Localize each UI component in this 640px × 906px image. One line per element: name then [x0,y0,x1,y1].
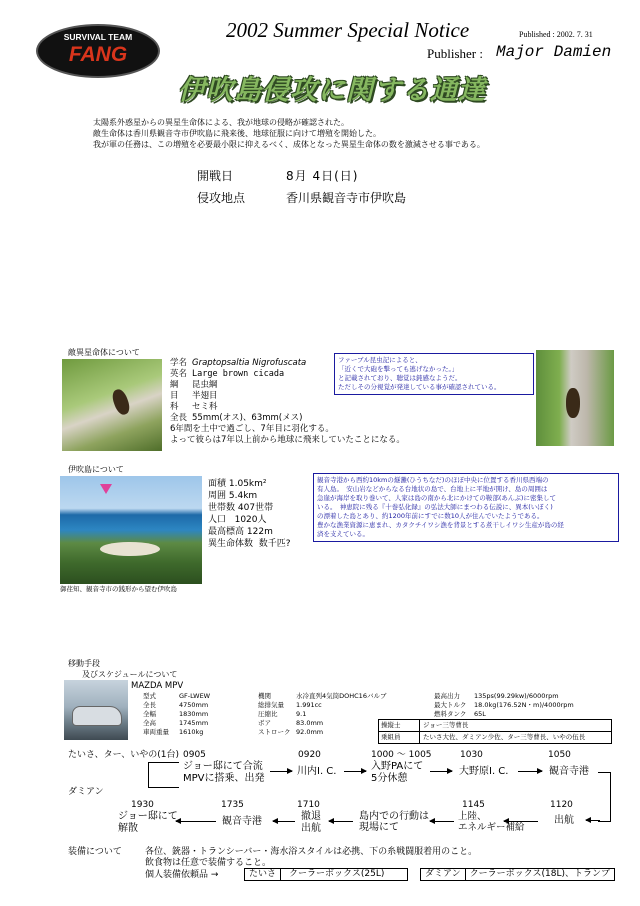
spec-value: 半翅目 [192,391,218,401]
main-title: 伊吹島侵攻に関する通達 [178,75,486,106]
flow-arrow [176,821,216,822]
car-model: MAZDA MPV [131,681,184,691]
stat-value: 5.4km [228,491,258,501]
fabre-line: ファーブル昆虫記によると、 [338,356,422,364]
desc-line: 豊かな漁業資源に恵まれ、カタクチイワシ漁を背景とする煮干しイワシ生産が島の経 [317,521,564,529]
flow-arrow [329,821,353,822]
spec-value: GF-LWEW [179,692,211,700]
crew-names: たいさ大佐、ダミアン少佐、ター三等曹長、いやの伍長 [423,733,586,741]
spec-value: 昆虫綱 [192,380,218,390]
stat-label: 最高標高 [208,527,245,537]
spec-value: 4750mm [179,701,209,709]
flow-arrow [430,821,454,822]
spec-key: 機関 [258,692,271,700]
spec-key: 全高 [143,719,156,727]
intro-line: 敵生命体は香川県観音寺市伊吹島に飛来後、地球征服に向けて増殖を開始した。 [93,129,381,138]
desc-line: 有人島。 安山岩などからなる台地状の島で、台地上に平地が開け、島の周囲は [317,485,548,493]
equipment-owner: ダミアン [421,869,466,880]
schedule-step: 島内での行動は 現場にて [359,811,429,833]
equipment-heading: 装備について [68,847,122,857]
crew-role: 乗組員 [379,732,420,743]
schedule-step: 川内I. C. [297,766,337,777]
island-description [313,473,619,542]
personal-equipment-label: 個人装備依頼品 → [145,870,219,880]
stat-value: 1020人 [234,515,267,525]
stat-label: 面積 [208,479,227,489]
equipment-box-1 [244,868,408,881]
battle-date-label: 開戦日 [197,169,234,183]
equipment-line1: 各位、銃器・トランシーバー・海水浴スタイルは必携、下の糸戦闘服着用のこと。 [145,847,478,857]
crew-table [378,719,612,744]
stat-label: 周囲 [208,491,227,501]
spec-key: 科 [170,402,179,412]
spec-value: セミ科 [192,402,218,412]
schedule-step: 撤退 出航 [301,811,321,834]
island-photo [60,476,202,584]
spec-key: 最大トルク [434,701,467,709]
intro-line: 我が軍の任務は、この増殖を必要最小限に抑えるべく、成体となった異星生命体の数を激減させる事である。 [93,140,485,149]
stat-value: 数千匹? [258,539,291,549]
schedule-time: 1930 [131,800,154,810]
schedule-time: 1000 〜 1005 [371,750,432,760]
schedule-time: 1735 [221,800,244,810]
equipment-item: クーラーボックス(18L)、トランプ [469,869,611,879]
group-label-2: ダミアン [68,787,104,797]
flow-arrow [518,771,542,772]
spec-key: 総排気量 [258,701,284,709]
intro-line: 太陽系外惑星からの異星生命体による、我が地球の侵略が確認された。 [93,118,349,127]
schedule-time: 1030 [460,750,483,760]
spec-key: ボア [258,719,271,727]
crew-role: 操縦士 [379,720,420,731]
spec-key: 全長 [170,413,188,423]
logo-line1: SURVIVAL TEAM [63,32,133,42]
schedule-step: ジョー邸にて 解散 [118,811,178,834]
desc-line: 観音寺港から西約10kmの燧灘(ひうちなだ)のほぼ中央に位置する香川県西端の [317,476,549,484]
spec-value: 1610kg [179,728,204,736]
cicada-on-tree-photo [536,350,614,446]
publisher-name: Major Damien [496,43,612,61]
schedule-step: 観音寺港 [549,766,589,777]
stat-label: 人口 [208,515,227,525]
equipment-box-2 [420,868,615,881]
battle-place-value: 香川県観音寺市伊吹島 [286,191,407,205]
schedule-time: 1710 [297,800,320,810]
flow-arrow [270,771,292,772]
down-arrow-icon [100,484,112,494]
spec-value: 1745mm [179,719,209,727]
schedule-step: 出航 [554,815,574,826]
stat-label: 世帯数 [208,503,236,513]
enemy-note1: 6年間を土中で過ごし、7年目に羽化する。 [170,424,334,434]
schedule-time: 0905 [183,750,206,760]
specs-right [434,692,574,719]
enemy-note2: よって彼らは7年以上前から地球に飛来していたことになる。 [170,435,405,445]
stat-label: 異生命体数 [208,539,254,549]
flow-arrow [430,771,452,772]
spec-key: ストローク [258,728,291,736]
specs-mid [258,692,386,737]
schedule-step: ジョー邸にて合流 MPVに搭乗、出発 [183,761,265,784]
schedule-heading: 及びスケジュールについて [82,670,178,679]
published-date: Published : 2002. 7. 31 [519,30,593,39]
spec-key: 燃料タンク [434,710,467,718]
transport-heading: 移動手段 [68,659,100,668]
spec-value: 9.1 [296,710,307,718]
spec-value: 1.991cc [296,701,322,709]
flow-arrow [344,771,366,772]
group-label-1: たいさ、ター、いやの(1台) [68,750,180,760]
desc-line: 済を支えている。 [317,530,369,538]
island-heading: 伊吹島について [68,465,124,474]
return-path [598,772,611,822]
stat-value: 1.05km² [228,479,267,489]
desc-line: 急崖が海岸を取り巻いて、人家は島の南から北にかけての鞍部(あんぶ)に密集して [317,494,556,502]
schedule-time: 1120 [550,800,573,810]
stat-value: 122m [246,527,273,537]
schedule-step: 観音寺港 [222,816,262,827]
spec-value: Graptopsaltia Nigrofuscata [192,358,307,368]
schedule-step: 大野原I. C. [459,766,509,777]
fabre-line: ただしその分視覚が発達している事が確認されている。 [338,383,501,391]
spec-value: 水冷直列4気筒DOHC16バルブ [296,692,387,700]
enemy-heading: 敵異星命体について [68,348,140,357]
spec-key: 目 [170,391,179,401]
spec-key: 最高出力 [434,692,460,700]
crew-names: ジョー三等曹長 [423,721,469,729]
specs-left [143,692,210,737]
schedule-time: 0920 [298,750,321,760]
fabre-line: 「近くで大砲を撃っても逃げなかった。」 [338,365,459,373]
publisher-label: Publisher : [427,46,483,61]
spec-value: Large brown cicada [192,369,285,379]
spec-value: 65L [474,710,486,718]
beach-area [100,542,160,556]
cicada-icon [110,387,132,416]
intro-text [93,117,563,150]
spec-key: 綱 [170,380,179,390]
desc-line: の漂着した島とあり、約1200年前にすでに数10人が住んでいたようである。 [317,512,544,520]
spec-key: 全長 [143,701,156,709]
spec-value: 55mm(オス)、63mm(メス) [192,413,303,423]
spec-key: 全幅 [143,710,156,718]
fabre-line: と記載されており、聴覚は鈍感なようだ。 [338,374,462,382]
stat-value: 407世帯 [237,503,274,513]
group-bracket [148,762,179,788]
spec-value: 92.0mm [296,728,324,736]
spec-value: 1830mm [179,710,209,718]
schedule-step: 入野PAにて 5分休憩 [371,761,424,784]
desc-line: いる。 神恵院に残る『十巻弘化録』の弘法大師にまつわる伝説に、異本(いぼく) [317,503,553,511]
spec-key: 英名 [170,369,188,379]
spec-value: 18.0kg(176.52N・m)/4000rpm [474,701,574,709]
team-logo [36,24,160,78]
flow-arrow [586,820,600,821]
equipment-line2: 飲食物は任意で装備すること。 [145,858,272,868]
island-photo-caption: 御荏知、観音寺市の銭形から望む伊吹島 [60,585,177,593]
cicada-photo [62,359,162,451]
island-stats [208,478,291,550]
cicada-icon [566,388,580,418]
equipment-owner: たいさ [245,869,281,880]
schedule-time: 1050 [548,750,571,760]
equipment-item: クーラーボックス(25L) [289,869,385,879]
car-icon [72,706,122,726]
schedule-step: 上陸、 エネルギー補給 [458,811,525,833]
battle-date-value: 8月 4日(日) [286,169,359,183]
notice-title: 2002 Summer Special Notice [226,18,470,42]
spec-key: 圧縮比 [258,710,278,718]
fabre-note [334,353,534,395]
flow-arrow [273,821,295,822]
logo-line2: FANG [68,43,128,66]
battle-place-label: 侵攻地点 [197,191,246,205]
spec-value: 135ps(99.29kw)/6000rpm [474,692,559,700]
schedule-time: 1145 [462,800,485,810]
mpv-photo [64,680,128,740]
spec-value: 83.0mm [296,719,324,727]
spec-key: 車両重量 [143,728,169,736]
spec-key: 学名 [170,358,188,368]
spec-key: 型式 [143,692,156,700]
